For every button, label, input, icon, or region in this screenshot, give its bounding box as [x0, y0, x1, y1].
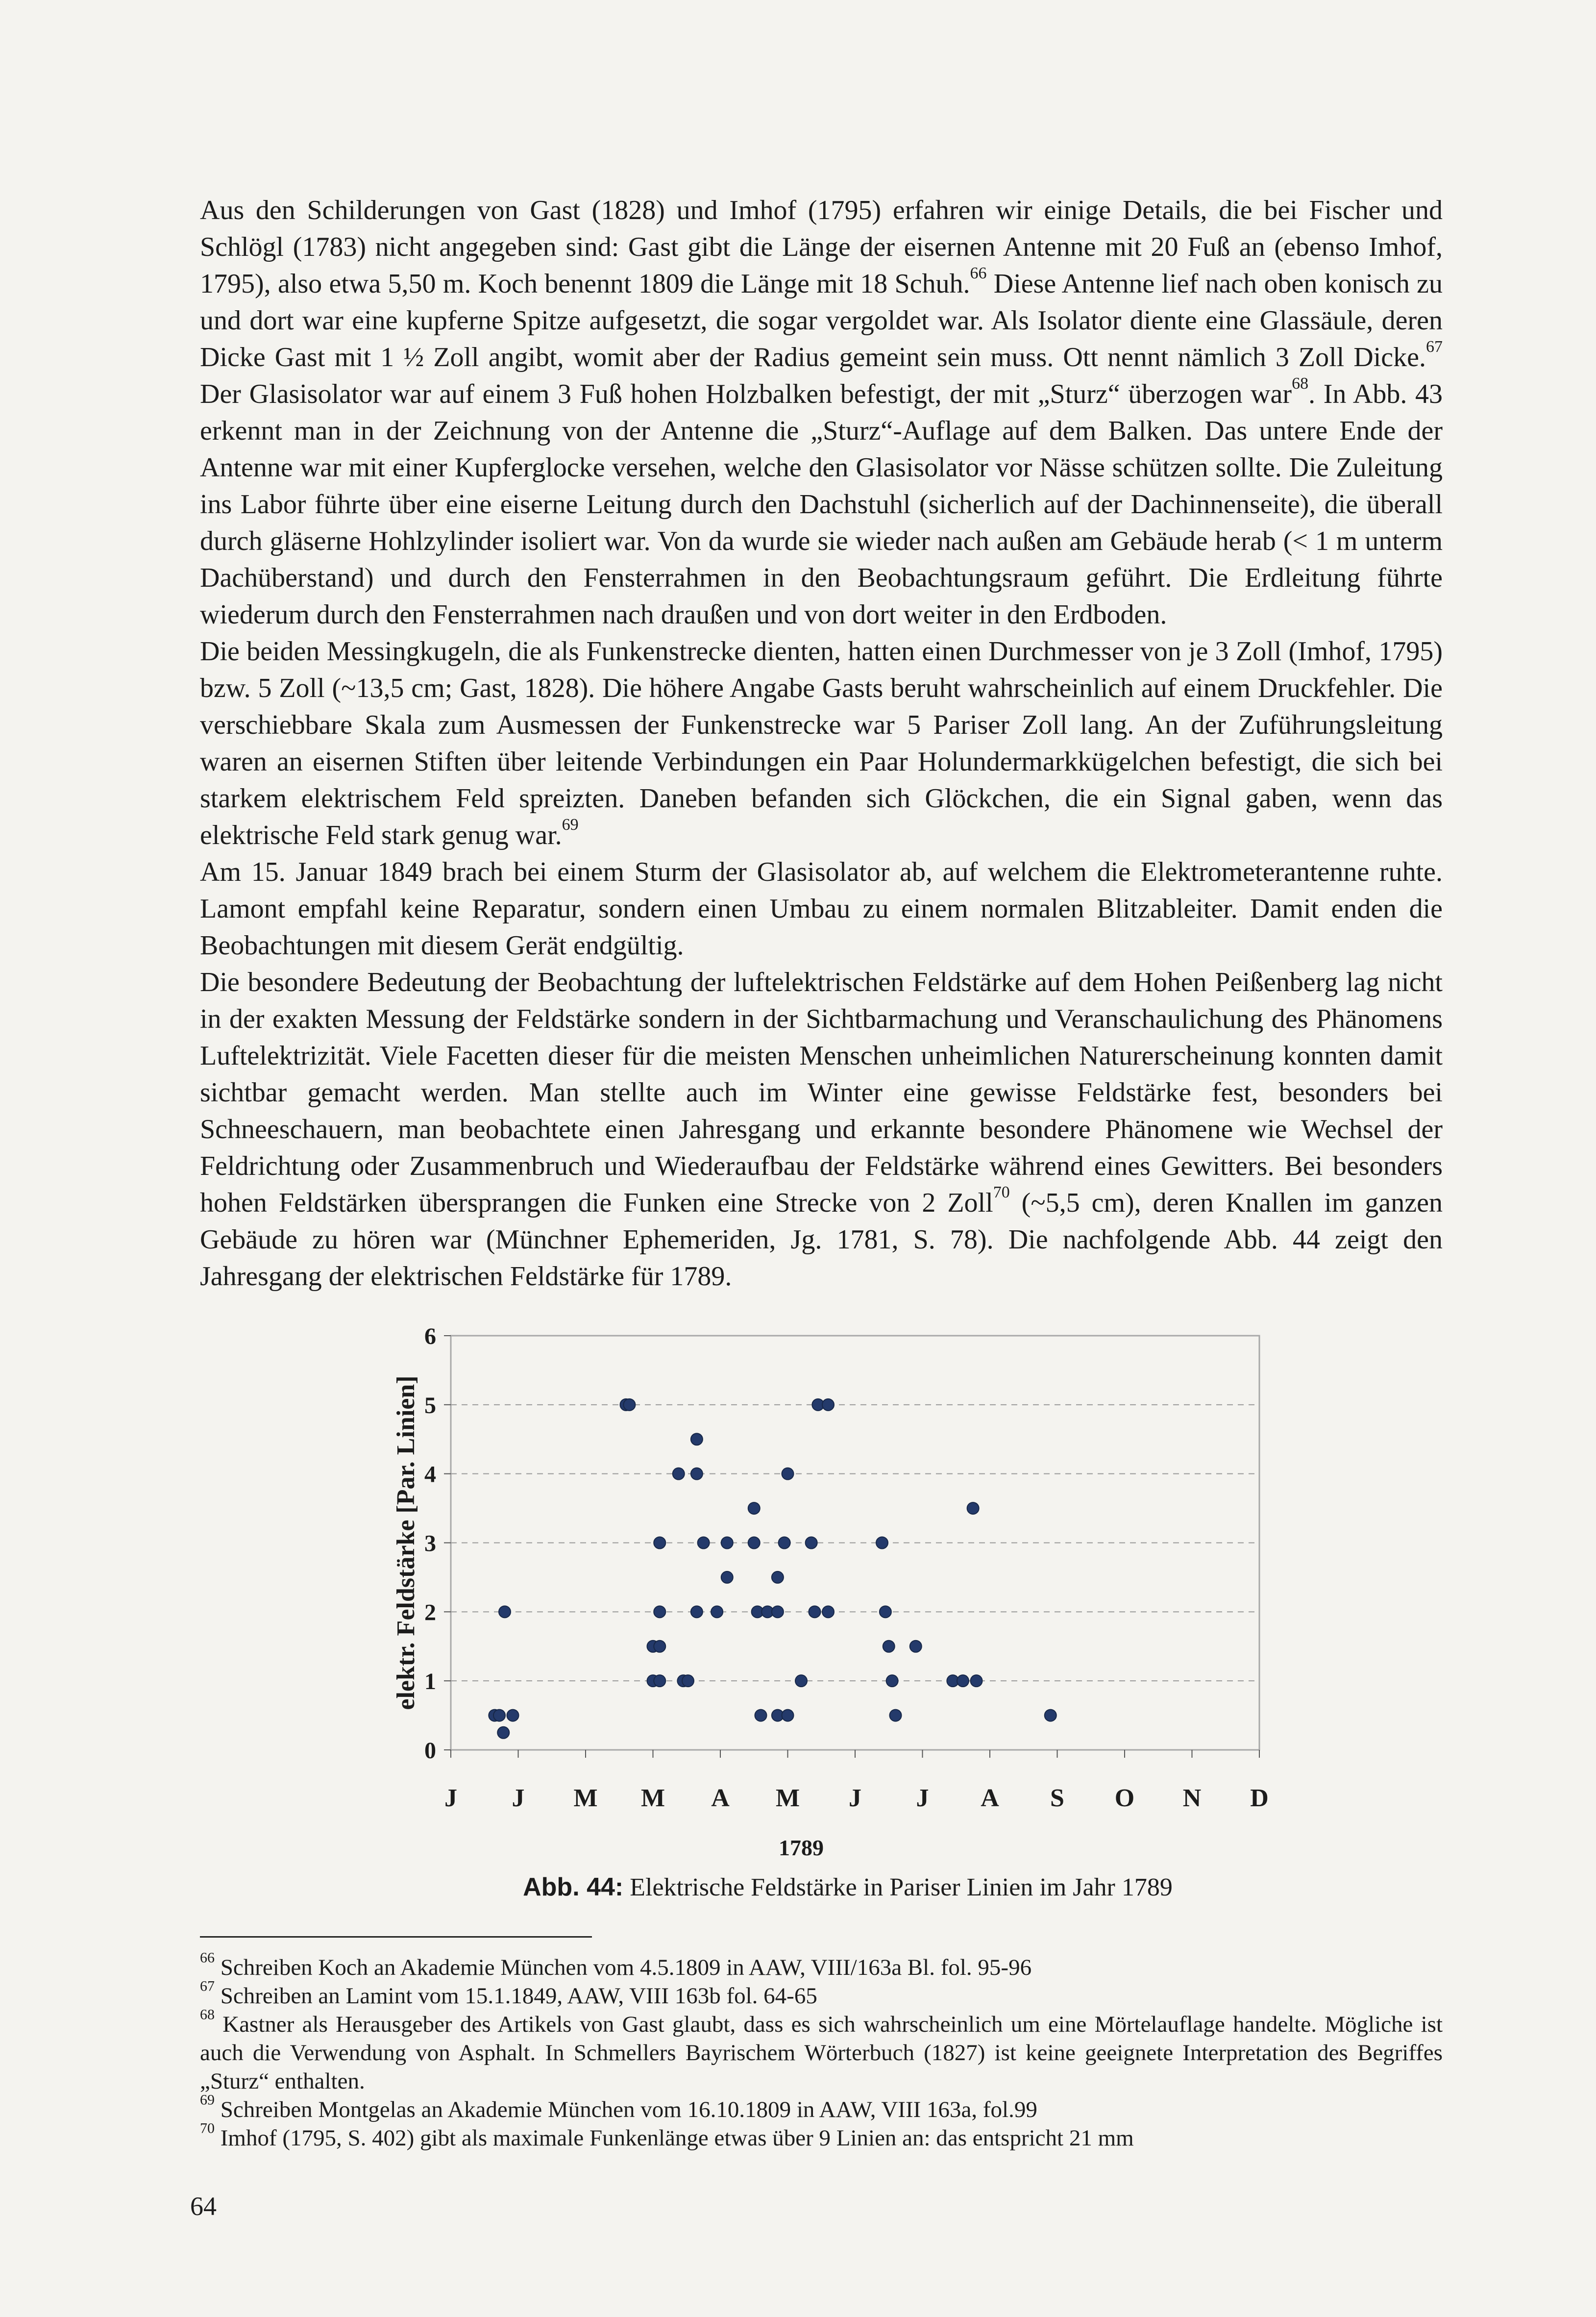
data-point: [967, 1502, 979, 1514]
text-segment: (~5,5 cm), deren Knallen im ganzen Gebäude zu hören war (Münchner Ephemeriden, Jg. 1781, S. 78). Die nachfolgende Abb. 44 zeigt den Jahresgang der elektrischen Feldstärke für 1789.: [200, 1188, 1443, 1292]
x-tick-label: A: [711, 1784, 730, 1812]
page-number: 64: [190, 2192, 217, 2221]
text-segment: Der Glasisolator war auf einem 3 Fuß hohen Holzbalken befestigt, der mit „Sturz“ überzogen war: [200, 379, 1292, 409]
data-point: [493, 1710, 505, 1721]
data-point: [772, 1606, 784, 1618]
data-point: [721, 1537, 733, 1549]
footnote-number: 69: [200, 2092, 215, 2108]
data-point: [673, 1468, 685, 1480]
footnote-text: Schreiben Koch an Akademie München vom 4.5.1809 in AAW, VIII/163a Bl. fol. 95-96: [220, 1955, 1032, 1980]
data-point: [822, 1606, 834, 1618]
data-point: [623, 1399, 635, 1411]
scatter-chart: [392, 1314, 1294, 1863]
footnote-68: [200, 2006, 1443, 2095]
text-segment: Am 15. Januar 1849 brach bei einem Sturm der Glasisolator ab, auf welchem die Elektrometerantenne ruhte. Lamont empfahl keine Reparatur, sondern einen Umbau zu einem normalen Blitzableiter. Damit enden die Beobachtungen mit diesem Gerät endgültig.: [200, 857, 1443, 961]
footnote-text: Imhof (1795, S. 402) gibt als maximale Funkenlänge etwas über 9 Linien an: das entspricht 21 mm: [220, 2125, 1134, 2151]
footnote-text: Kastner als Herausgeber des Artikels von Gast glaubt, dass es sich wahrscheinlich um eine Mörtelauflage handelte. Mögliche ist auch die Verwendung von Asphalt. In Schmellers Bayrischem Wörterbuch (1827) ist keine geeignete Interpretation des Begriffes „Sturz“ enthalten.: [200, 2012, 1443, 2094]
footnote-number: 66: [200, 1949, 215, 1966]
data-point: [698, 1537, 710, 1549]
data-point: [782, 1710, 794, 1721]
paragraph-1: [200, 192, 1443, 633]
data-point: [654, 1675, 665, 1687]
y-tick-label: 6: [424, 1323, 436, 1349]
text-segment: Aus den Schilderungen von Gast (1828) und Imhof (1795) erfahren wir einige Details, die bei Fischer und Schlögl (1783) nicht angegeben sind: Gast gibt die Länge der eisernen Antenne mit 20 Fuß an (ebenso Imhof, 1795), also etwa 5,50 m. Koch benennt 1809 die Länge mit 18 Schuh.: [200, 195, 1443, 299]
data-point: [822, 1399, 834, 1411]
data-point: [1045, 1710, 1056, 1721]
footnote-text: Schreiben Montgelas an Akademie München vom 16.10.1809 in AAW, VIII 163a, fol.99: [220, 2097, 1037, 2122]
footnote-ref: 69: [562, 816, 579, 834]
figure-44: [392, 1314, 1294, 1921]
x-tick-label: M: [573, 1784, 598, 1812]
data-point: [806, 1537, 817, 1549]
data-point: [876, 1537, 888, 1549]
y-tick-label: 3: [424, 1530, 436, 1557]
paragraph-2: [200, 633, 1443, 854]
x-tick-label: J: [849, 1784, 861, 1812]
x-tick-label: M: [775, 1784, 800, 1812]
x-tick-label: N: [1182, 1784, 1202, 1812]
paragraph-4: [200, 964, 1443, 1295]
footnotes: [200, 1949, 1443, 2152]
footnote-69: [200, 2092, 1443, 2124]
data-point: [890, 1710, 902, 1721]
x-axis-label: 1789: [779, 1835, 824, 1860]
y-tick-label: 0: [424, 1738, 436, 1764]
footnote-66: [200, 1949, 1443, 1982]
footnote-67: [200, 1978, 1443, 2010]
data-point: [883, 1641, 895, 1652]
data-point: [497, 1727, 509, 1739]
y-tick-label: 2: [424, 1599, 436, 1626]
data-point: [682, 1675, 694, 1687]
data-point: [711, 1606, 723, 1618]
data-point: [748, 1537, 760, 1549]
x-tick-label: A: [981, 1784, 999, 1812]
caption-label: Abb. 44:: [523, 1873, 624, 1901]
y-tick-label: 5: [424, 1392, 436, 1419]
data-point: [809, 1606, 821, 1618]
data-point: [654, 1606, 665, 1618]
footnote-number: 70: [200, 2120, 215, 2137]
footnote-ref: 68: [1292, 374, 1309, 393]
data-point: [654, 1641, 665, 1652]
text-segment: . In Abb. 43 erkennt man in der Zeichnung von der Antenne die „Sturz“-Auflage auf dem Balken. Das untere Ende der Antenne war mit einer Kupferglocke versehen, welche den Glasisolator vor Nässe schützen sollte. Die Zuleitung ins Labor führte über eine eiserne Leitung durch den Dachstuhl (sicherlich auf der Dachinnenseite), die überall durch gläserne Hohlzylinder isoliert war. Von da wurde sie wieder nach außen am Gebäude herab (< 1 m unterm Dachüberstand) und durch den Fensterrahmen in den Beobachtungsraum geführt. Die Erdleitung führte wiederum durch den Fensterrahmen nach draußen und von dort weiter in den Erdboden.: [200, 379, 1443, 630]
data-point: [971, 1675, 982, 1687]
text-segment: Diese Antenne lief nach oben konisch zu und dort war eine kupferne Spitze aufgesetzt, die sogar vergoldet war. Als Isolator diente eine Glassäule, deren Dicke Gast mit 1 ½ Zoll angibt, womit aber der Radius gemeint sein muss. Ott nennt nämlich 3 Zoll Dicke.: [200, 269, 1443, 373]
footnote-ref: 66: [970, 264, 987, 283]
figure-caption: [402, 1872, 1294, 1902]
data-point: [691, 1468, 703, 1480]
data-point: [957, 1675, 969, 1687]
body-text: [200, 192, 1443, 1295]
footnote-70: [200, 2120, 1443, 2152]
y-tick-label: 1: [424, 1669, 436, 1695]
data-point: [721, 1571, 733, 1583]
data-point: [654, 1537, 665, 1549]
footnote-text: Schreiben an Lamint vom 15.1.1849, AAW, VIII 163b fol. 64-65: [220, 1983, 817, 2009]
x-tick-label: M: [640, 1784, 665, 1812]
footnote-divider: [200, 1936, 592, 1938]
data-point: [691, 1606, 703, 1618]
footnote-ref: 70: [993, 1183, 1010, 1202]
x-tick-label: D: [1250, 1784, 1269, 1812]
footnote-number: 67: [200, 1978, 215, 1994]
paragraph-3: [200, 854, 1443, 964]
data-point: [782, 1468, 794, 1480]
data-point: [795, 1675, 807, 1687]
data-point: [748, 1502, 760, 1514]
data-point: [910, 1641, 922, 1652]
y-tick-label: 4: [424, 1461, 436, 1488]
x-tick-label: J: [512, 1784, 525, 1812]
data-point: [772, 1571, 784, 1583]
data-point: [886, 1675, 898, 1687]
x-tick-label: J: [444, 1784, 457, 1812]
text-segment: Die besondere Bedeutung der Beobachtung der luftelektrischen Feldstärke auf dem Hohen Peißenberg lag nicht in der exakten Messung der Feldstärke sondern in der Sichtbarmachung und Veranschaulichung des Phänomens Luftelektrizität. Viele Facetten dieser für die meisten Menschen unheimlichen Naturerscheinung konnten damit sichtbar gemacht werden. Man stellte auch im Winter eine gewisse Feldstärke fest, besonders bei Schneeschauern, man beobachtete einen Jahresgang und erkannte besondere Phänomene wie Wechsel der Feldrichtung oder Zusammenbruch und Wiederaufbau der Feldstärke während eines Gewitters. Bei besonders hohen Feldstärken übersprangen die Funken eine Strecke von 2 Zoll: [200, 967, 1443, 1218]
caption-text: Elektrische Feldstärke in Pariser Linien im Jahr 1789: [623, 1873, 1173, 1901]
x-tick-label: J: [916, 1784, 929, 1812]
data-point: [755, 1710, 767, 1721]
x-tick-label: O: [1114, 1784, 1135, 1812]
footnote-ref: 67: [1426, 338, 1443, 356]
text-segment: Die beiden Messingkugeln, die als Funkenstrecke dienten, hatten einen Durchmesser von je 3 Zoll (Imhof, 1795) bzw. 5 Zoll (~13,5 cm; Gast, 1828). Die höhere Angabe Gasts beruht wahrscheinlich auf einem Druckfehler. Die verschiebbare Skala zum Ausmessen der Funkenstrecke war 5 Pariser Zoll lang. An der Zuführungsleitung waren an eisernen Stiften über leitende Verbindungen ein Paar Holundermarkkügelchen befestigt, die sich bei starkem elektrischem Feld spreizten. Daneben befanden sich Glöckchen, die ein Signal gaben, wenn das elektrische Feld stark genug war.: [200, 636, 1443, 850]
data-point: [507, 1710, 519, 1721]
data-point: [691, 1433, 703, 1445]
x-tick-label: S: [1050, 1784, 1064, 1812]
data-point: [499, 1606, 511, 1618]
data-point: [880, 1606, 891, 1618]
y-axis-label: elektr. Feldstärke [Par. Linien]: [392, 1375, 420, 1710]
data-point: [779, 1537, 790, 1549]
footnote-number: 68: [200, 2006, 215, 2023]
